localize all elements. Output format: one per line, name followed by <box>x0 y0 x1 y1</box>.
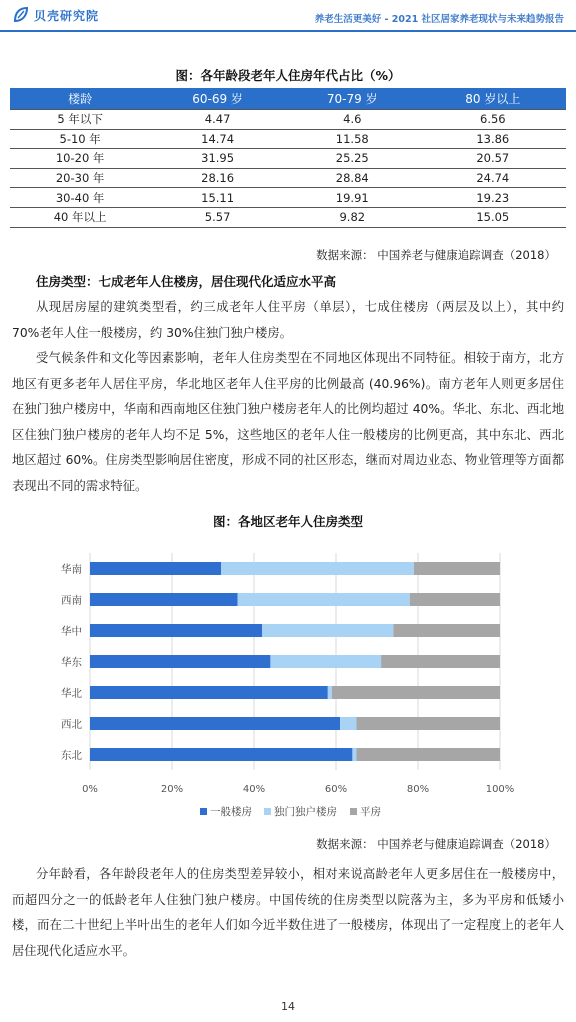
bar-segment <box>381 655 500 668</box>
legend-label: 一般楼房 <box>210 806 252 818</box>
legend-label: 平房 <box>360 806 381 818</box>
x-tick-label: 20% <box>160 784 184 795</box>
bar-segment <box>270 655 381 668</box>
bar-segment <box>352 748 356 761</box>
brand-logo-icon <box>12 6 30 24</box>
x-tick-label: 60% <box>324 784 348 795</box>
table-cell: 28.84 <box>285 168 420 188</box>
brand-name: 贝壳研究院 <box>34 8 100 23</box>
table-cell: 20-30 年 <box>10 168 150 188</box>
table-cell: 5-10 年 <box>10 129 150 149</box>
region-housing-chart <box>50 545 520 820</box>
bar-segment <box>90 624 262 637</box>
x-tick-label: 40% <box>242 784 266 795</box>
bar-segment <box>340 717 356 730</box>
table-cell: 14.74 <box>150 129 285 149</box>
table-cell: 11.58 <box>285 129 420 149</box>
section-heading: 住房类型：七成老年人住楼房，居住现代化适应水平高 <box>36 274 337 289</box>
legend-label: 独门独户楼房 <box>274 806 337 818</box>
page-number: 14 <box>281 1000 295 1013</box>
column-header: 70-79 岁 <box>285 88 420 110</box>
y-category-label: 华中 <box>61 625 82 638</box>
bar-segment <box>90 717 340 730</box>
table-cell: 10-20 年 <box>10 149 150 169</box>
bar-segment <box>357 748 501 761</box>
x-tick-label: 80% <box>406 784 430 795</box>
column-header: 楼龄 <box>10 88 150 110</box>
table-row <box>10 149 566 169</box>
paragraph: 从现居房屋的建筑类型看，约三成老年人住平房（单层），七成住楼房（两层及以上），其中约 70%老年人住一般楼房，约 30%住独门独户楼房。 <box>12 300 564 340</box>
age-housing-table <box>10 88 566 228</box>
bar-segment <box>221 562 414 575</box>
brand-logo <box>12 6 99 24</box>
table-row <box>10 207 566 227</box>
table-cell: 4.6 <box>285 110 420 130</box>
y-category-label: 华东 <box>61 656 82 669</box>
legend-swatch <box>350 808 357 815</box>
chart-caption: 图：各地区老年人住房类型 <box>212 514 363 529</box>
bar-segment <box>238 593 410 606</box>
legend-swatch <box>200 808 207 815</box>
table-cell: 5.57 <box>150 207 285 227</box>
table-row <box>10 110 566 130</box>
bar-segment <box>90 562 221 575</box>
bar-segment <box>332 686 500 699</box>
column-header: 60-69 岁 <box>150 88 285 110</box>
x-tick-label: 100% <box>485 784 515 795</box>
table-cell: 20.57 <box>420 149 566 169</box>
table-cell: 15.05 <box>420 207 566 227</box>
y-category-label: 西北 <box>61 718 82 731</box>
table-row <box>10 188 566 208</box>
table-cell: 5 年以下 <box>10 110 150 130</box>
table-cell: 31.95 <box>150 149 285 169</box>
bar-segment <box>357 717 501 730</box>
chart-source: 数据来源： 中国养老与健康追踪调查（2018） <box>316 837 556 851</box>
header-divider <box>0 30 576 32</box>
table-cell: 19.23 <box>420 188 566 208</box>
column-header: 80 岁以上 <box>420 88 566 110</box>
bar-segment <box>90 686 328 699</box>
bar-segment <box>414 562 500 575</box>
table-source: 数据来源： 中国养老与健康追踪调查（2018） <box>316 248 556 262</box>
table-cell: 28.16 <box>150 168 285 188</box>
table-cell: 4.47 <box>150 110 285 130</box>
report-title: 养老生活更美好 - 2021 社区居家养老现状与未来趋势报告 <box>314 14 564 25</box>
y-category-label: 东北 <box>61 749 82 762</box>
y-category-label: 西南 <box>61 594 82 607</box>
table-cell: 6.56 <box>420 110 566 130</box>
bar-segment <box>328 686 332 699</box>
bar-segment <box>90 748 352 761</box>
table-cell: 19.91 <box>285 188 420 208</box>
table-cell: 40 年以上 <box>10 207 150 227</box>
bar-segment <box>90 593 238 606</box>
page-header <box>0 0 576 34</box>
table-cell: 25.25 <box>285 149 420 169</box>
table-cell: 13.86 <box>420 129 566 149</box>
table-header-row <box>10 88 566 110</box>
bar-segment <box>393 624 500 637</box>
table-caption: 图：各年龄段老年人住房年代占比（%） <box>175 68 401 83</box>
y-category-label: 华北 <box>61 687 82 700</box>
table-row <box>10 168 566 188</box>
bar-segment <box>410 593 500 606</box>
x-tick-label: 0% <box>82 784 98 795</box>
paragraph: 受气候条件和文化等因素影响，老年人住房类型在不同地区体现出不同特征。相较于南方，北方地区有更多老年人居住平房，华北地区老年人住平房的比例最高 (40.96%)。南方老年人则更多居住在独门独户楼房中，华南和西南地区住独门独户楼房老年人的比例均超过 40%。华北、东北、西北地区住独门独户楼房的老年人均不足 5%，这些地区的老年人住一般楼房的比例更高，其中东北、西北地区超过 60%。住房类型影响居住密度，形成不同的社区形态，继而对周边业态、物业管理等方面都表现出不同的需求特征。 <box>12 351 564 493</box>
table-cell: 9.82 <box>285 207 420 227</box>
table-cell: 30-40 年 <box>10 188 150 208</box>
legend-swatch <box>264 808 271 815</box>
table-cell: 24.74 <box>420 168 566 188</box>
y-category-label: 华南 <box>61 563 82 576</box>
table-row <box>10 129 566 149</box>
bar-segment <box>90 655 270 668</box>
paragraph: 分年龄看，各年龄段老年人的住房类型差异较小，相对来说高龄老年人更多居住在一般楼房中，而超四分之一的低龄老年人住独门独户楼房。中国传统的住房类型以院落为主，多为平房和低矮小楼，而在二十世纪上半叶出生的老年人们如今近半数住进了一般楼房，体现出了一定程度上的老年人居住现代化适应水平。 <box>12 867 564 958</box>
table-cell: 15.11 <box>150 188 285 208</box>
bar-segment <box>262 624 393 637</box>
